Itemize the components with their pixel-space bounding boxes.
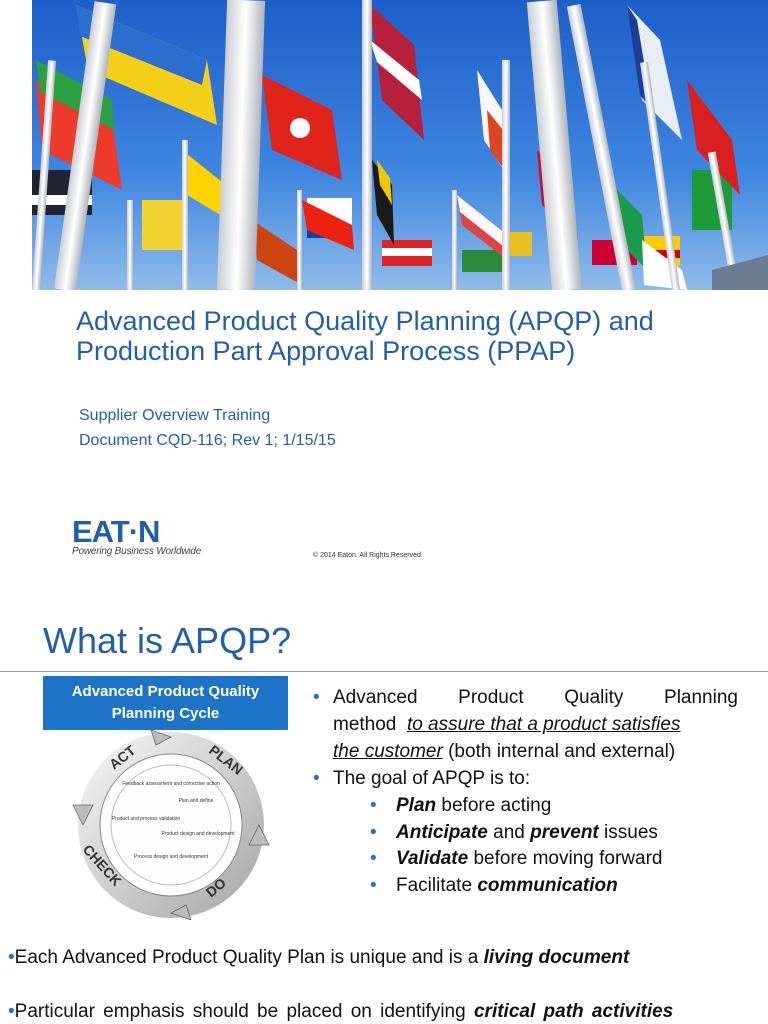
svg-text:EAT·N: EAT·N — [72, 516, 160, 546]
label-plan: PLAN — [206, 741, 247, 778]
flags-photo — [32, 0, 768, 290]
label-do: DO — [202, 874, 230, 901]
bullet-marker: • — [313, 768, 320, 789]
title-divider — [0, 671, 768, 672]
slide-title: What is APQP? — [43, 620, 292, 661]
sub-bullet-plan: • Plan before acting — [370, 795, 552, 816]
bullet-definition: • Advanced Product Quality Planning method to assure that a product satisfies the customer (both internal and external) — [333, 684, 738, 765]
what-is-apqp-slide — [0, 590, 768, 1024]
bullet-goal: • The goal of APQP is to: — [333, 765, 738, 792]
sub-bullet-validate: • Validate before moving forward — [370, 848, 663, 869]
title-line-2: Production Part Approval Process (PPAP) — [76, 336, 576, 366]
label-act: ACT — [105, 742, 139, 773]
title-line-1: Advanced Product Quality Planning (APQP) and — [76, 306, 654, 336]
sub-bullet-anticipate: • Anticipate and prevent issues — [370, 822, 658, 843]
subtitle-training: Supplier Overview Training — [79, 407, 271, 424]
copyright-notice: © 2014 Eaton. All Rights Reserved. — [313, 552, 423, 559]
cycle-box-line-1: Advanced Product Quality — [71, 683, 260, 700]
inner-plan-define: Plan and define — [178, 798, 214, 804]
inner-product-design: Product design and development — [161, 831, 235, 837]
inner-feedback: Feedback assessment and corrective action — [122, 781, 220, 787]
bullet-critical-path: •Particular emphasis should be placed on identifying critical path activities — [8, 1001, 674, 1022]
subtitle-document: Document CQD-116; Rev 1; 1/15/15 — [79, 432, 336, 449]
cycle-header-box — [43, 676, 288, 730]
logo-tagline: Powering Business Worldwide — [72, 546, 202, 557]
inner-validation: Product and process validation — [111, 816, 181, 822]
slide-title — [76, 306, 756, 366]
cycle-box-line-2: Planning Cycle — [111, 705, 220, 722]
apqp-cycle-diagram — [66, 730, 276, 925]
label-check: CHECK — [79, 841, 125, 890]
bullet-marker: • — [313, 687, 320, 708]
bullet-living-document: •Each Advanced Product Quality Plan is unique and is a living document — [8, 947, 630, 968]
inner-process-design: Process design and development — [134, 854, 208, 860]
sub-bullet-communication: • Facilitate communication — [370, 875, 618, 896]
